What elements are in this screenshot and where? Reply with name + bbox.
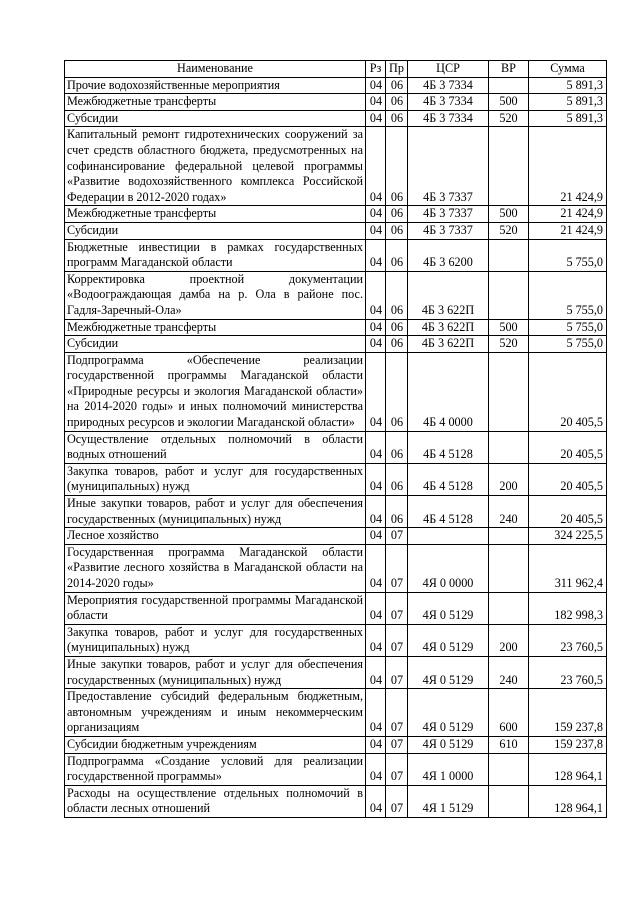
row-sum: 23 760,5 [529, 624, 607, 656]
table-row [65, 127, 607, 206]
row-rz: 04 [366, 736, 386, 753]
row-csr: 4Я 1 5129 [408, 785, 489, 817]
row-rz: 04 [366, 528, 386, 545]
row-csr: 4Б 3 622П [408, 271, 489, 319]
row-name: Корректировка проектной документации «Водоограждающая дамба на р. Ола в районе пос. Гадля-Заречный-Ола» [65, 271, 366, 319]
row-name: Бюджетные инвестиции в рамках государственных программ Магаданской области [65, 239, 366, 271]
row-pr: 06 [386, 222, 408, 239]
row-rz: 04 [366, 206, 386, 223]
row-csr: 4Я 0 5129 [408, 689, 489, 737]
table-row [65, 689, 607, 737]
row-vr [489, 592, 529, 624]
row-name: Прочие водохозяйственные мероприятия [65, 77, 366, 94]
table-row [65, 110, 607, 127]
table-row [65, 656, 607, 688]
row-sum: 5 755,0 [529, 319, 607, 336]
row-csr: 4Б 3 7334 [408, 110, 489, 127]
row-sum: 20 405,5 [529, 352, 607, 431]
row-sum: 128 964,1 [529, 785, 607, 817]
row-sum: 159 237,8 [529, 689, 607, 737]
row-csr: 4Б 4 0000 [408, 352, 489, 431]
table-row [65, 496, 607, 528]
table-row [65, 271, 607, 319]
row-vr: 520 [489, 110, 529, 127]
row-csr [408, 528, 489, 545]
row-sum: 5 891,3 [529, 110, 607, 127]
row-vr [489, 239, 529, 271]
row-name: Лесное хозяйство [65, 528, 366, 545]
row-csr: 4Б 3 7337 [408, 222, 489, 239]
row-rz: 04 [366, 352, 386, 431]
row-csr: 4Я 1 0000 [408, 753, 489, 785]
row-pr: 06 [386, 110, 408, 127]
row-vr: 600 [489, 689, 529, 737]
row-sum: 5 891,3 [529, 77, 607, 94]
row-vr: 520 [489, 336, 529, 353]
row-sum: 128 964,1 [529, 753, 607, 785]
row-vr [489, 431, 529, 463]
row-rz: 04 [366, 624, 386, 656]
row-csr: 4Я 0 5129 [408, 592, 489, 624]
row-rz: 04 [366, 592, 386, 624]
header-rz: Рз [366, 61, 386, 78]
row-pr: 07 [386, 528, 408, 545]
table-row [65, 624, 607, 656]
row-rz: 04 [366, 463, 386, 495]
row-sum: 324 225,5 [529, 528, 607, 545]
row-pr: 07 [386, 689, 408, 737]
row-sum: 21 424,9 [529, 222, 607, 239]
table-row [65, 319, 607, 336]
row-rz: 04 [366, 336, 386, 353]
header-csr: ЦСР [408, 61, 489, 78]
row-rz: 04 [366, 785, 386, 817]
row-name: Мероприятия государственной программы Магаданской области [65, 592, 366, 624]
row-pr: 06 [386, 463, 408, 495]
table-row [65, 94, 607, 111]
table-row [65, 222, 607, 239]
row-pr: 07 [386, 753, 408, 785]
row-csr: 4Б 3 622П [408, 336, 489, 353]
row-sum: 5 891,3 [529, 94, 607, 111]
table-row [65, 239, 607, 271]
row-rz: 04 [366, 222, 386, 239]
header-vr: ВР [489, 61, 529, 78]
row-name: Субсидии [65, 336, 366, 353]
row-vr: 610 [489, 736, 529, 753]
row-pr: 07 [386, 544, 408, 592]
row-vr: 500 [489, 206, 529, 223]
row-name: Иные закупки товаров, работ и услуг для обеспечения государственных (муниципальных) нужд [65, 656, 366, 688]
row-pr: 06 [386, 496, 408, 528]
row-name: Капитальный ремонт гидротехнических сооружений за счет средств областного бюджета, предусмотренных на софинансирование федеральной целевой программы «Развитие водохозяйственного комплекса Российской Федерации в 2012-2020 годах» [65, 127, 366, 206]
header-pr: Пр [386, 61, 408, 78]
row-pr: 06 [386, 319, 408, 336]
row-pr: 06 [386, 336, 408, 353]
row-pr: 07 [386, 592, 408, 624]
row-csr: 4Б 3 7337 [408, 206, 489, 223]
row-rz: 04 [366, 656, 386, 688]
row-pr: 06 [386, 94, 408, 111]
row-pr: 06 [386, 271, 408, 319]
row-vr [489, 544, 529, 592]
row-csr: 4Б 4 5128 [408, 431, 489, 463]
table-row [65, 206, 607, 223]
row-vr: 520 [489, 222, 529, 239]
row-rz: 04 [366, 94, 386, 111]
row-vr: 200 [489, 624, 529, 656]
row-name: Закупка товаров, работ и услуг для государственных (муниципальных) нужд [65, 624, 366, 656]
row-pr: 07 [386, 656, 408, 688]
row-csr: 4Я 0 5129 [408, 624, 489, 656]
row-sum: 21 424,9 [529, 206, 607, 223]
table-row [65, 544, 607, 592]
row-name: Подпрограмма «Обеспечение реализации государственной программы Магаданской области «Природные ресурсы и экология Магаданской области» на 2014-2020 годы» и иных полномочий министерства природных ресурсов и экологии Магаданской области» [65, 352, 366, 431]
header-sum: Сумма [529, 61, 607, 78]
table-row [65, 753, 607, 785]
budget-document [64, 60, 606, 818]
row-vr [489, 352, 529, 431]
row-sum: 21 424,9 [529, 127, 607, 206]
row-pr: 06 [386, 77, 408, 94]
row-rz: 04 [366, 431, 386, 463]
header-name: Наименование [65, 61, 366, 78]
table-row [65, 463, 607, 495]
row-pr: 07 [386, 785, 408, 817]
row-sum: 182 998,3 [529, 592, 607, 624]
row-name: Подпрограмма «Создание условий для реализации государственной программы» [65, 753, 366, 785]
row-rz: 04 [366, 496, 386, 528]
row-sum: 23 760,5 [529, 656, 607, 688]
row-csr: 4Б 3 7334 [408, 94, 489, 111]
table-body [65, 77, 607, 817]
row-csr: 4Б 3 622П [408, 319, 489, 336]
row-rz: 04 [366, 127, 386, 206]
row-sum: 5 755,0 [529, 271, 607, 319]
row-csr: 4Б 3 7334 [408, 77, 489, 94]
row-rz: 04 [366, 239, 386, 271]
row-pr: 06 [386, 352, 408, 431]
table-row [65, 431, 607, 463]
row-pr: 06 [386, 239, 408, 271]
row-name: Межбюджетные трансферты [65, 319, 366, 336]
row-rz: 04 [366, 110, 386, 127]
row-pr: 06 [386, 127, 408, 206]
row-csr: 4Б 4 5128 [408, 463, 489, 495]
row-vr [489, 528, 529, 545]
row-name: Осуществление отдельных полномочий в области водных отношений [65, 431, 366, 463]
row-name: Субсидии бюджетным учреждениям [65, 736, 366, 753]
budget-table [64, 60, 607, 818]
table-row [65, 592, 607, 624]
row-vr [489, 785, 529, 817]
table-row [65, 77, 607, 94]
table-row [65, 336, 607, 353]
row-vr [489, 271, 529, 319]
row-name: Межбюджетные трансферты [65, 94, 366, 111]
row-sum: 20 405,5 [529, 496, 607, 528]
row-vr [489, 753, 529, 785]
row-rz: 04 [366, 271, 386, 319]
row-vr: 200 [489, 463, 529, 495]
row-rz: 04 [366, 689, 386, 737]
row-sum: 5 755,0 [529, 336, 607, 353]
row-name: Государственная программа Магаданской области «Развитие лесного хозяйства в Магаданской области на 2014-2020 годы» [65, 544, 366, 592]
row-name: Предоставление субсидий федеральным бюджетным, автономным учреждениям и иным некоммерческим организациям [65, 689, 366, 737]
row-pr: 06 [386, 206, 408, 223]
row-rz: 04 [366, 319, 386, 336]
table-row [65, 736, 607, 753]
row-csr: 4Я 0 5129 [408, 736, 489, 753]
table-row [65, 528, 607, 545]
row-csr: 4Б 3 7337 [408, 127, 489, 206]
row-csr: 4Я 0 5129 [408, 656, 489, 688]
table-row [65, 352, 607, 431]
row-rz: 04 [366, 753, 386, 785]
row-csr: 4Б 3 6200 [408, 239, 489, 271]
row-csr: 4Б 4 5128 [408, 496, 489, 528]
row-name: Расходы на осуществление отдельных полномочий в области лесных отношений [65, 785, 366, 817]
table-row [65, 785, 607, 817]
row-name: Межбюджетные трансферты [65, 206, 366, 223]
row-rz: 04 [366, 77, 386, 94]
row-sum: 20 405,5 [529, 431, 607, 463]
row-name: Субсидии [65, 222, 366, 239]
row-name: Закупка товаров, работ и услуг для государственных (муниципальных) нужд [65, 463, 366, 495]
row-vr [489, 77, 529, 94]
row-name: Субсидии [65, 110, 366, 127]
row-vr: 500 [489, 94, 529, 111]
row-pr: 07 [386, 736, 408, 753]
row-vr: 500 [489, 319, 529, 336]
row-sum: 20 405,5 [529, 463, 607, 495]
row-sum: 5 755,0 [529, 239, 607, 271]
table-header-row [65, 61, 607, 78]
row-rz: 04 [366, 544, 386, 592]
row-pr: 07 [386, 624, 408, 656]
row-pr: 06 [386, 431, 408, 463]
row-csr: 4Я 0 0000 [408, 544, 489, 592]
row-name: Иные закупки товаров, работ и услуг для обеспечения государственных (муниципальных) нужд [65, 496, 366, 528]
row-vr [489, 127, 529, 206]
row-vr: 240 [489, 656, 529, 688]
row-sum: 159 237,8 [529, 736, 607, 753]
row-vr: 240 [489, 496, 529, 528]
row-sum: 311 962,4 [529, 544, 607, 592]
